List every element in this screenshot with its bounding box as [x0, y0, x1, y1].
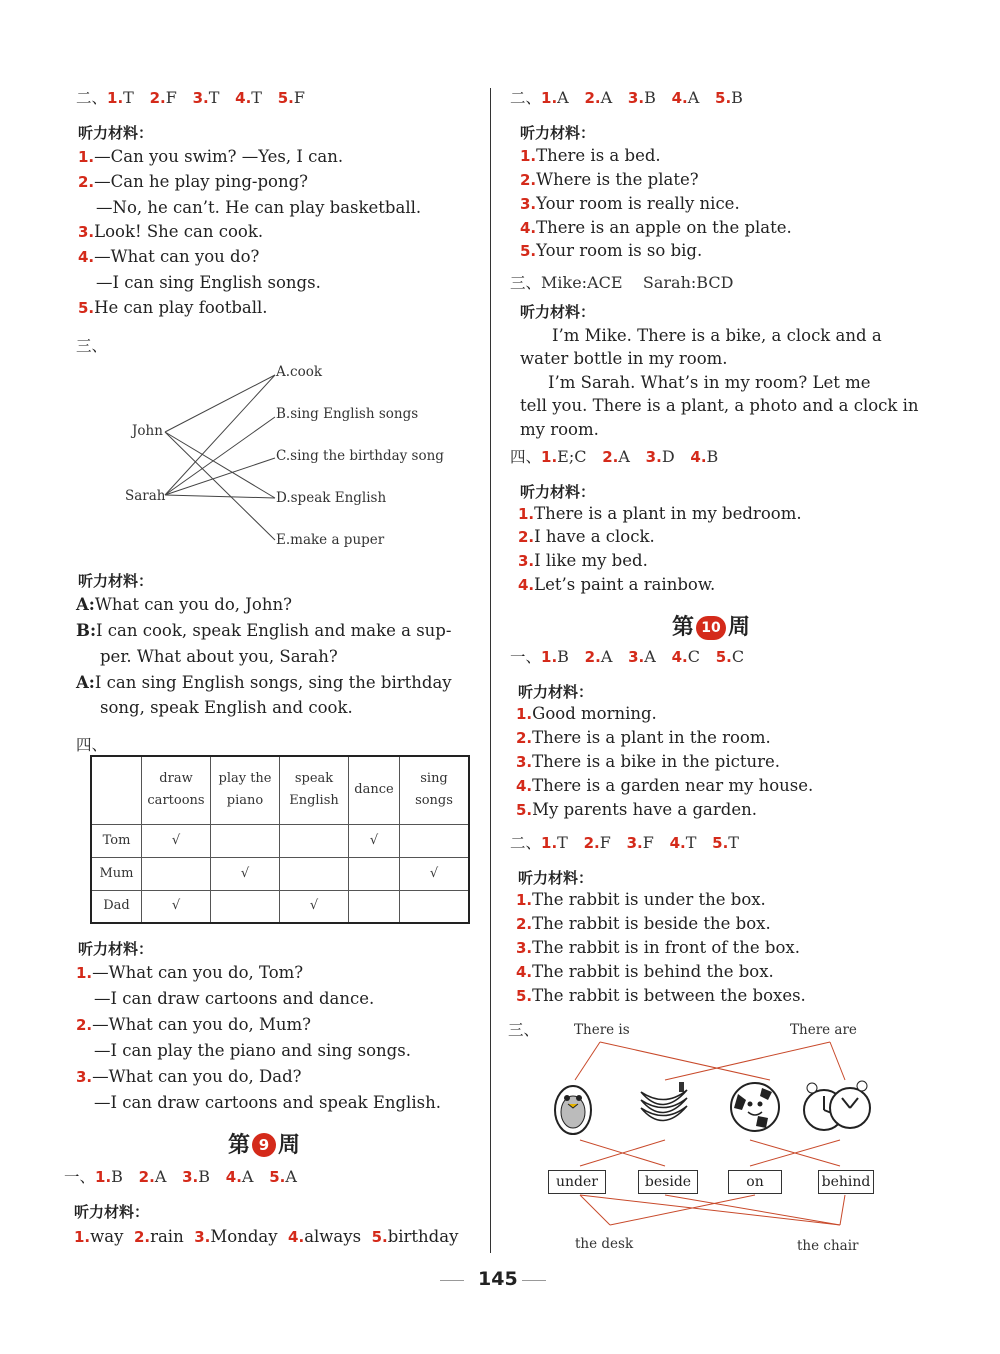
list-item: 3.Your room is really nice. — [520, 194, 740, 213]
section-label: 三、 — [76, 337, 108, 355]
listening-material-title: 听力材料： — [74, 1203, 150, 1221]
picture-match-lines — [540, 1040, 880, 1240]
penguin-icon — [548, 1076, 598, 1138]
col-header: dance — [349, 756, 400, 824]
list-item: —I can play the piano and sing songs. — [94, 1041, 411, 1060]
paragraph-line: water bottle in my room. — [520, 349, 728, 368]
list-item: 2.The rabbit is beside the box. — [516, 914, 771, 933]
list-item: 1.The rabbit is under the box. — [516, 890, 766, 909]
option-b: B.sing English songs — [276, 406, 419, 422]
list-item: 4.There is a garden near my house. — [516, 776, 814, 795]
list-item: 1.There is a bed. — [520, 146, 661, 165]
listening-material-title: 听力材料： — [520, 303, 596, 321]
person-john: John — [132, 423, 163, 439]
label-there-are: There are — [790, 1022, 857, 1038]
list-item: —I can draw cartoons and speak English. — [94, 1093, 441, 1112]
list-item: 5.He can play football. — [78, 298, 268, 317]
list-item: 2.I have a clock. — [518, 527, 655, 546]
label-the-desk: the desk — [575, 1236, 634, 1252]
list-item: —No, he can’t. He can play basketball. — [96, 198, 422, 217]
word-box-under: under — [548, 1170, 606, 1194]
page-number: 145 — [478, 1268, 518, 1290]
list-item: 4.The rabbit is behind the box. — [516, 962, 774, 981]
dialog-line: A:What can you do, John? — [76, 595, 292, 614]
section-label: 二、 — [76, 89, 108, 107]
listening-material-title: 听力材料： — [518, 869, 594, 887]
week-number-badge: 10 — [696, 616, 726, 640]
section-label: 四、 — [76, 736, 108, 754]
option-c: C.sing the birthday song — [276, 448, 444, 464]
page-number-dash — [440, 1280, 464, 1281]
option-e: E.make a puper — [276, 532, 385, 548]
listening-material-title: 听力材料： — [78, 124, 154, 142]
paragraph-line: tell you. There is a plant, a photo and a clock in — [520, 396, 919, 415]
list-item: 2.Where is the plate? — [520, 170, 699, 189]
ability-table — [90, 755, 470, 924]
list-item: —I can draw cartoons and dance. — [94, 989, 375, 1008]
section-label: 三、 — [508, 1021, 540, 1039]
list-item: 3.There is a bike in the picture. — [516, 752, 781, 771]
right-s4-answers: 四、1.E;C 2.A 3.D 4.B — [510, 447, 719, 466]
list-item: 4.There is an apple on the plate. — [520, 218, 792, 237]
table-row: Tom √ √ — [91, 824, 469, 857]
list-item: 1.—What can you do, Tom? — [76, 963, 304, 982]
listening-material-title: 听力材料： — [78, 940, 154, 958]
dialog-line: song, speak English and cook. — [100, 698, 353, 717]
week10-s1-answers: 一、1.B 2.A 3.A 4.C 5.C — [510, 647, 745, 666]
option-d: D.speak English — [276, 490, 387, 506]
left-s2-answers: 二、1.T 2.F 3.T 4.T 5.F — [76, 88, 305, 107]
person-sarah: Sarah — [125, 488, 166, 504]
list-item: 3.Look! She can cook. — [78, 222, 264, 241]
col-header: sing songs — [400, 756, 470, 824]
week-heading: 第 9 周 — [228, 1133, 301, 1158]
table-row: Dad √ √ — [91, 890, 469, 923]
dialog-line: per. What about you, Sarah? — [100, 647, 338, 666]
list-item: 2.—What can you do, Mum? — [76, 1015, 312, 1034]
word-box-on: on — [728, 1170, 782, 1194]
week9-s1-answers: 一、1.B 2.A 3.B 4.A 5.A — [64, 1167, 297, 1186]
clocks-icon — [800, 1078, 874, 1136]
label-the-chair: the chair — [797, 1238, 859, 1254]
table-row: Mum √ √ — [91, 857, 469, 890]
word-list: 1.way 2.rain 3.Monday 4.always 5.birthday — [74, 1227, 459, 1246]
list-item: 2.—Can he play ping-pong? — [78, 172, 308, 191]
list-item: 4.—What can you do? — [78, 247, 260, 266]
word-box-behind: behind — [818, 1170, 874, 1194]
paragraph-line: I’m Mike. There is a bike, a clock and a — [552, 326, 882, 345]
option-a: A.cook — [276, 364, 323, 380]
ball-icon — [728, 1080, 782, 1134]
bananas-icon — [635, 1080, 691, 1130]
page-number-dash — [522, 1280, 546, 1281]
list-item: 2.There is a plant in the room. — [516, 728, 771, 747]
week-number-badge: 9 — [252, 1133, 276, 1157]
week-heading: 第 10 周 — [672, 615, 751, 640]
list-item: 1.Good morning. — [516, 704, 657, 723]
right-s2-answers: 二、1.A 2.A 3.B 4.A 5.B — [510, 88, 743, 107]
list-item: 3.The rabbit is in front of the box. — [516, 938, 800, 957]
dialog-line: A:I can sing English songs, sing the birthday — [76, 673, 452, 692]
list-item: —I can sing English songs. — [96, 273, 321, 292]
column-divider — [490, 88, 491, 1253]
col-header: play the piano — [211, 756, 280, 824]
listening-material-title: 听力材料： — [520, 483, 596, 501]
list-item: 1.—Can you swim? —Yes, I can. — [78, 147, 344, 166]
col-header: draw cartoons — [142, 756, 211, 824]
list-item: 5.Your room is so big. — [520, 241, 703, 260]
list-item: 3.I like my bed. — [518, 551, 648, 570]
listening-material-title: 听力材料： — [520, 124, 596, 142]
label-there-is: There is — [574, 1022, 630, 1038]
dialog-line: B:I can cook, speak English and make a sup- — [76, 621, 452, 640]
right-s3-answer: 三、Mike:ACE Sarah:BCD — [510, 273, 734, 292]
listening-material-title: 听力材料： — [518, 683, 594, 701]
paragraph-line: I’m Sarah. What’s in my room? Let me — [548, 373, 871, 392]
col-header: speak English — [280, 756, 349, 824]
list-item: 5.My parents have a garden. — [516, 800, 757, 819]
list-item: 1.There is a plant in my bedroom. — [518, 504, 802, 523]
list-item: 3.—What can you do, Dad? — [76, 1067, 302, 1086]
word-box-beside: beside — [638, 1170, 698, 1194]
week10-s2-answers: 二、1.T 2.F 3.F 4.T 5.T — [510, 833, 739, 852]
paragraph-line: my room. — [520, 420, 599, 439]
list-item: 5.The rabbit is between the boxes. — [516, 986, 806, 1005]
listening-material-title: 听力材料： — [78, 572, 154, 590]
list-item: 4.Let’s paint a rainbow. — [518, 575, 716, 594]
